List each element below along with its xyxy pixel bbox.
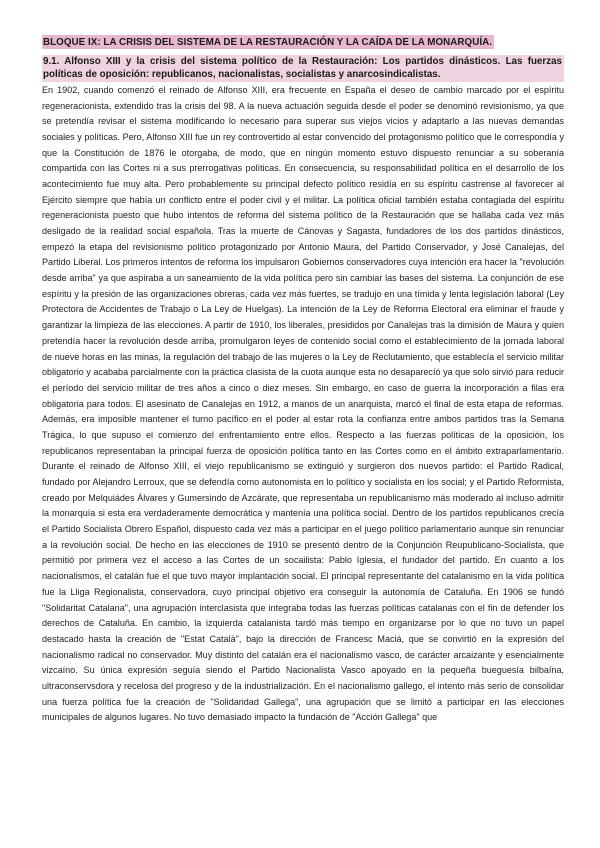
body-paragraph: En 1902, cuando comenzó el reinado de Alfonso XIII, era frecuente en España el deseo de cambio marcado por el espíritu regeneracionista, extendido tras la crisis del 98. A la nueva actuación seguida desde el poder se denominó revisionismo, ya que se pretendía revisar el sistema modificando lo necesario para superar sus viejos vicios y adaptarlo a las nuevas demandas sociales y políticas. Pero, Alfonso XIII fue un rey controvertido al estar convencido del protagonismo político que le correspondía y que la Constitución de 1876 le otorgaba, de modo, que en ningún momento estuvo dispuesto renunciar a su soberanía compartida con las Cortes ni a sus prerrogativas políticas. En consecuencia, su responsabilidad política en el desarrollo de los acontecimiento fue muy alta. Pero probablemente su principal defecto político residía en su espíritu castrense al favorecer al Ejército siempre que había un conflicto entre el poder civil y el militar. La política oficial también estaba contagiada del espíritu regeneracionista puesto que hubo intentos de reforma del sistema político de la Restauración que se hallaba cada vez más desligado de la realidad social española. Tras la muerte de Cánovas y Sagasta, fundadores de los dos partidos dinásticos, empezó la etapa del revisionismo político protagonizado por Antonio Maura, del Partido Conservador, y José Canalejas, del Partido Liberal. Los primeros intentos de reforma los impulsaron Gobiernos conservadores cuya intención era hacer la "revolución desde arriba" ya que aspiraba a un saneamiento de la vida política pero sin cambiar las bases del sistema. La conjunción de ese espíritu y la presión de las organizaciones obreras, cada vez más fuertes, se tradujo en una tímida y lenta legislación laboral (Ley Protectora de Accidentes de Trabajo o La Ley de Huelgas). La intención de la Ley de Reforma Electoral era eliminar el fraude y garantizar la limpieza de las elecciones. A partir de 1910, los liberales, presididos por Canalejas tras la dimisión de Maura y quien pretendía hacer la revolución desde arriba, promulgaron leyes de contenido social como el establecimiento de la jornada laboral de nueve horas en las minas, la regulación del trabajo de las mujeres o la Ley de Reclutamiento, que establecía el servicio militar obligatorio y acababa parcialmente con la práctica clasista de la cuota aunque esta no desaparecíó ya que solo sirvió para reducir el período del servicio militar de tres años a cinco o diez meses. Sin embargo, en caso de guerra la incorporación a filas era obligatoria para todos. El asesinato de Canalejas en 1912, a manos de un anarquista, marcó el final de esta etapa de reformas. Además, era imposible mantener el turno pacífico en el poder al estar rota la confianza entre ambos partidos tras la Semana Trágica, lo que supuso el comienzo del enfrentamiento entre ellos. Respecto a las fuerzas políticas de la oposición, los republicanos representaban la principal fuerza de oposición política tanto en las Cortes como en el ámbito extraparlamentario. Durante el reinado de Alfonso XIII, el viejo republicanismo se extinguió y surgieron dos nuevos partido: el Partido Radical, fundado por Alejandro Lerroux, que se defendía como autonomista en lo político y socialista en los social; y el Partido Reformista, creado por Melquiádes Álvares y Gumersindo de Azcárate, que representaba un republicanismo más moderado al incluso admitir la monarquía si esta era verdaderamente democrática y mantenía una política social. Dentro de los partidos republicanos crecía el Partido Socialista Obrero Español, dispuesto cada vez más a participar en el juego político parlamentario aunque sin renunciar a la revolución social. De hecho en las elecciones de 1910 se presentó dentro de la Conjunción Reupublicano-Socialista, que permitió por primera vez el acceso a las Cortes de un socailista: Pablo Iglesia, el fundador del partido. En cuanto a los nacionalismos, el catalán fue el que tuvo mayor implantación social. El principal representante del catalanismo en la vida política fue la Lliga Regionalista, conservadora, cuyo principal objetivo era conseguir la autonomía de Cataluña. En 1906 se fundó "Solidaritat Catalana", una agrupación interclasista que integraba todas las fuerzas políticas catalanas con el fin de defender los derechos de Cataluña. En cambio, la izquierda catalanista tardó más tiempo en organizarse por lo que no tuvo un papel destacado hasta la creación de "Estat Català", bajo la dirección de Francesc Maciá, que se convirtió en la expresión del nacionalismo radical no conservador. Muy distinto del catalán era el nacionalismo vasco, de carácter arcaizante y esencialmente vizcaíno. Su única expresión seguía siendo el Partido Nacionalista Vasco apoyado en la pequeña bueguesía bilbaína, ultraconservsdora y recelosa del progreso y de la industrialización. En el nacionalismo gallego, el intento más serio de consolidar una fuerza política fue la creación de "Solidaridad Gallega", una agrupación que se limitó a participar en las elecciones municipales de algunos lugares. No tuvo demasiado impacto la fundación de "Acción Gallega" que	[42, 84, 564, 723]
section-title: 9.1. Alfonso XIII y la crisis del sistema político de la Restauración: Los partidos dinásticos. Las fuerzas políticas de oposición: republicanos, nacionalistas, socialistas y anarcosindicalistas.	[43, 56, 562, 81]
bloque-title: BLOQUE IX: LA CRISIS DEL SISTEMA DE LA RESTAURACIÓN Y LA CAÍDA DE LA MONARQUÍA.	[43, 37, 492, 48]
